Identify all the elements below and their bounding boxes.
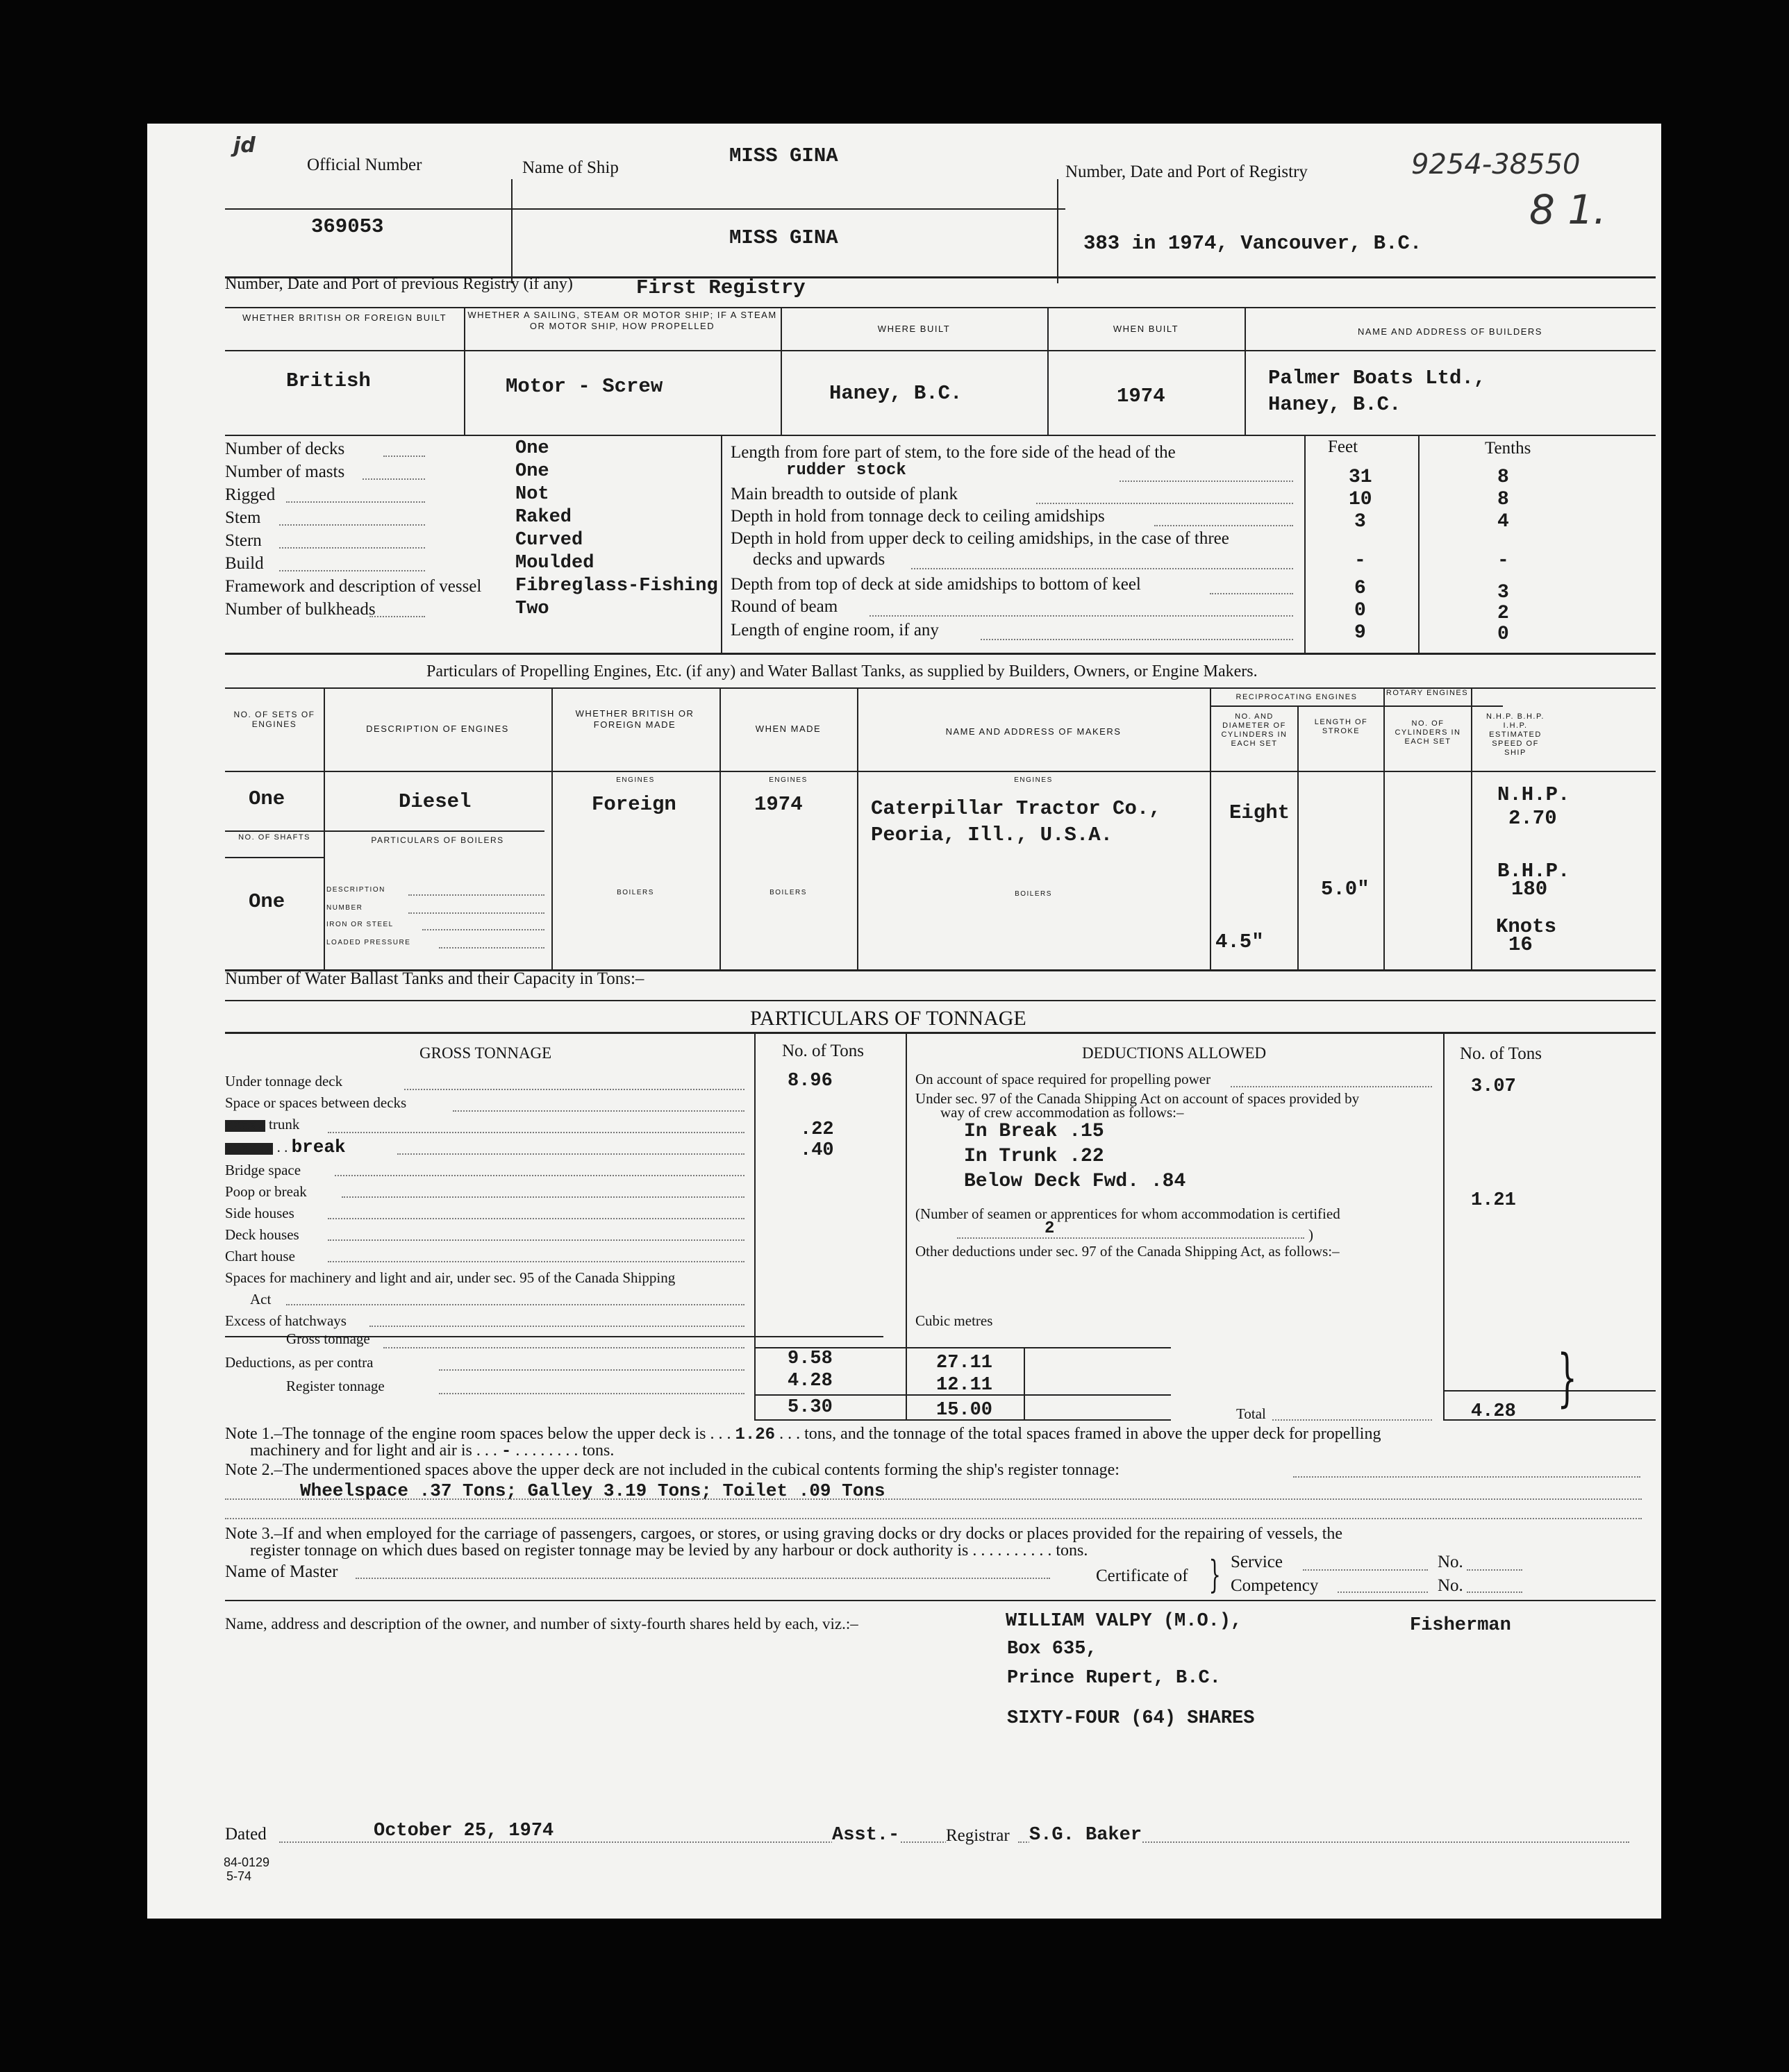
gross-item-label: Poop or break	[225, 1183, 307, 1200]
seamen-note: (Number of seamen or apprentices for whom accommodation is certified	[915, 1205, 1340, 1222]
rule	[225, 830, 544, 832]
dim-engine-room-label: Length of engine room, if any	[731, 621, 939, 640]
gross-item-label: Bridge space	[225, 1162, 301, 1178]
leader	[363, 478, 425, 480]
total-deductions: 4.28	[1471, 1401, 1516, 1422]
length-tenths: 8	[1497, 467, 1509, 488]
ballast-tanks-label: Number of Water Ballast Tanks and their Capacity in Tons:–	[225, 969, 644, 988]
rule	[1304, 435, 1306, 654]
cubic-metres-label: Cubic metres	[915, 1312, 993, 1329]
leader	[453, 1110, 744, 1112]
rule	[1443, 1390, 1656, 1392]
engines-sublabel: ENGINES	[616, 776, 655, 784]
breadth-feet: 10	[1349, 489, 1372, 510]
particular-label: Rigged	[225, 485, 276, 504]
deduction-tons-heading: No. of Tons	[1460, 1044, 1542, 1063]
deduction-propelling-label: On account of space required for propelling power	[915, 1071, 1211, 1087]
rule	[906, 1032, 907, 1421]
break-tons: .40	[800, 1140, 834, 1161]
leader	[369, 1326, 744, 1327]
leader	[1231, 1086, 1432, 1087]
engine-cylinder-diameter: 4.5"	[1215, 930, 1264, 953]
header-power: N.H.P. B.H.P. I.H.P. ESTIMATED SPEED OF SHIP	[1486, 712, 1545, 757]
particular-label: Number of decks	[225, 440, 345, 458]
boiler-material-label: IRON OR STEEL	[326, 921, 394, 928]
boiler-description-label: DESCRIPTION	[326, 886, 385, 894]
gross-tonnage-tons: 9.58	[788, 1348, 833, 1369]
propulsion-value: Motor - Screw	[506, 375, 663, 398]
crew-accommodation-list	[964, 1119, 1185, 1194]
service-number-label: No.	[1438, 1553, 1463, 1571]
header-rotary-cylinders: NO. OF CYLINDERS IN EACH SET	[1395, 719, 1461, 746]
leader	[328, 1239, 744, 1241]
leader	[383, 1347, 744, 1348]
leader	[356, 1578, 1050, 1579]
engine-room-feet: 9	[1354, 622, 1366, 644]
leader	[408, 894, 544, 896]
deduction-propelling-tons: 3.07	[1471, 1076, 1516, 1097]
header-when-built: WHEN BUILT	[1113, 324, 1179, 334]
boilers-sublabel: BOILERS	[617, 889, 654, 896]
header-reciprocating: RECIPROCATING ENGINES	[1235, 693, 1358, 701]
nhp-label: N.H.P.	[1497, 783, 1570, 806]
depth-tonnage-feet: 3	[1354, 511, 1366, 533]
rule	[225, 771, 1656, 772]
registrar-name: S.G. Baker	[1029, 1825, 1142, 1846]
engine-origin: Foreign	[592, 793, 676, 816]
tonnage-title: PARTICULARS OF TONNAGE	[750, 1007, 1026, 1030]
dim-length-label2: rudder stock	[786, 461, 906, 480]
certificate-label: Certificate of	[1096, 1566, 1188, 1585]
depth-keel-feet: 6	[1354, 578, 1366, 599]
particular-value: Curved	[515, 530, 583, 551]
owner-label: Name, address and description of the owner, and number of sixty-fourth shares held by each, viz.:–	[225, 1615, 858, 1632]
leader	[1272, 1419, 1432, 1421]
round-beam-tenths: 2	[1497, 603, 1509, 624]
header-british-made: WHETHER BRITISH OR FOREIGN MADE	[575, 708, 694, 730]
engine-when-made: 1974	[754, 793, 803, 816]
total-label: Total	[1236, 1405, 1266, 1422]
leader	[1120, 481, 1293, 482]
header-british-built: WHETHER BRITISH OR FOREIGN BUILT	[242, 312, 447, 323]
note2-spaces: Wheelspace .37 Tons; Galley 3.19 Tons; Toilet .09 Tons	[300, 1480, 885, 1501]
knots-value: 16	[1508, 933, 1533, 956]
rule	[754, 1032, 756, 1421]
dim-depth-upper-label: Depth in hold from upper deck to ceiling amidships, in the case of three	[731, 529, 1229, 548]
leader	[328, 1218, 744, 1219]
owner-address-line1: Box 635,	[1007, 1639, 1097, 1660]
bhp-label: B.H.P.	[1497, 860, 1570, 883]
port-of-registry: 383 in 1974, Vancouver, B.C.	[1083, 232, 1422, 255]
leader	[279, 524, 425, 526]
crew-item: In Trunk .22	[964, 1146, 1104, 1167]
engines-title: Particulars of Propelling Engines, Etc. (if any) and Water Ballast Tanks, as supplied by Builders, Owners, or Engine Makers.	[426, 662, 1258, 680]
where-built-value: Haney, B.C.	[829, 382, 963, 405]
knots-label: Knots	[1496, 915, 1557, 938]
owner-occupation: Fisherman	[1410, 1615, 1511, 1636]
leader	[1338, 1591, 1428, 1593]
rule	[225, 435, 1656, 436]
engines-sublabel: ENGINES	[1014, 776, 1053, 784]
leader	[279, 570, 425, 571]
rule	[1443, 1032, 1445, 1421]
clerk-initials: jd	[233, 133, 256, 158]
particular-label: Framework and description of vessel	[225, 577, 482, 596]
leader	[439, 1393, 744, 1394]
leader	[408, 912, 544, 914]
leader	[279, 547, 425, 549]
rule	[1297, 705, 1299, 969]
leader	[1036, 503, 1293, 504]
depth-keel-tenths: 3	[1497, 582, 1509, 603]
rule	[1024, 1347, 1025, 1419]
nhp-value: 2.70	[1508, 807, 1557, 830]
depth-upper-feet: -	[1354, 550, 1366, 571]
particular-value: Two	[515, 599, 549, 619]
official-number: 369053	[311, 215, 384, 238]
depth-upper-tenths: -	[1497, 550, 1509, 571]
other-deductions-label: Other deductions under sec. 97 of the Canada Shipping Act, as follows:–	[915, 1243, 1340, 1260]
leader	[286, 1304, 744, 1305]
gross-item-label: XXXXX trunk	[225, 1116, 300, 1133]
engine-room-tenths: 0	[1497, 624, 1509, 645]
engine-stroke: 5.0"	[1321, 878, 1370, 901]
gross-item-label: Space or spaces between decks	[225, 1094, 407, 1111]
dated-label: Dated	[225, 1825, 267, 1844]
particular-label: Number of bulkheads	[225, 600, 376, 619]
header-stroke: LENGTH OF STROKE	[1314, 718, 1368, 735]
brace: }	[1557, 1342, 1577, 1414]
breadth-tenths: 8	[1497, 489, 1509, 510]
engine-maker-name: Caterpillar Tractor Co.,	[871, 797, 1161, 820]
leader	[911, 568, 1293, 569]
rule	[1471, 687, 1472, 969]
leader	[957, 1237, 1304, 1239]
leader	[369, 616, 425, 617]
leader	[383, 456, 425, 457]
gross-tonnage-label: Gross tonnage	[286, 1330, 370, 1347]
leader	[404, 1089, 744, 1090]
dim-length-label: Length from fore part of stem, to the fore side of the head of the	[731, 443, 1176, 462]
length-feet: 31	[1349, 467, 1372, 488]
leader	[1293, 1476, 1640, 1478]
tenths-label: Tenths	[1485, 439, 1531, 458]
header-where-built: WHERE BUILT	[877, 324, 951, 334]
leader	[328, 1261, 744, 1262]
deductions-contra-label: Deductions, as per contra	[225, 1354, 374, 1371]
register-tonnage-cubic-metres: 15.00	[936, 1400, 993, 1421]
master-label: Name of Master	[225, 1562, 338, 1581]
header-propulsion: WHETHER A SAILING, STEAM OR MOTOR SHIP; IF A STEAM OR MOTOR SHIP, HOW PROPELLED	[467, 310, 777, 331]
leader	[342, 1196, 744, 1198]
deduction-crew-label: Under sec. 97 of the Canada Shipping Act on account of spaces provided by	[915, 1090, 1360, 1107]
tons-heading: No. of Tons	[782, 1042, 864, 1060]
ship-name-header: MISS GINA	[729, 144, 838, 167]
seamen-count: 2	[1045, 1219, 1055, 1238]
particular-label: Stem	[225, 508, 261, 527]
register-document	[147, 124, 1661, 1919]
leader	[1210, 593, 1293, 594]
gross-item-label: Under tonnage deck	[225, 1073, 343, 1089]
leader	[869, 615, 1293, 617]
form-date: 5-74	[226, 1869, 252, 1883]
engine-sets: One	[249, 787, 285, 810]
gross-item-label: Spaces for machinery and light and air, under sec. 95 of the Canada Shipping	[225, 1269, 676, 1286]
note1-continued: machinery and for light and air is . . . - . . . . . . . . tons.	[250, 1442, 615, 1461]
trunk-tons: .22	[800, 1119, 834, 1140]
builder-address: Haney, B.C.	[1268, 393, 1401, 416]
deductions-cubic-metres: 12.11	[936, 1375, 993, 1396]
rule	[225, 307, 1656, 308]
boilers-sublabel: BOILERS	[769, 889, 807, 896]
leader	[397, 1153, 744, 1155]
engine-cylinders: Eight	[1229, 801, 1290, 824]
rule	[721, 435, 722, 654]
bhp-value: 180	[1511, 878, 1548, 901]
header-shafts: NO. OF SHAFTS	[238, 833, 310, 842]
register-tonnage-tons: 5.30	[788, 1397, 833, 1418]
rule	[551, 687, 553, 969]
vessel-particulars-values	[515, 437, 718, 621]
particular-value: One	[515, 461, 549, 482]
dim-depth-keel-label: Depth from top of deck at side amidships to bottom of keel	[731, 575, 1141, 594]
rule	[1383, 687, 1385, 969]
file-reference: 9254-38550	[1411, 149, 1581, 181]
owner-name: WILLIAM VALPY (M.O.),	[1006, 1611, 1242, 1632]
particular-label: Number of masts	[225, 462, 345, 481]
ship-name-label: Name of Ship	[522, 158, 619, 177]
depth-tonnage-tenths: 4	[1497, 511, 1509, 533]
shafts-value: One	[249, 890, 285, 913]
leader	[328, 1132, 744, 1133]
leader	[225, 1498, 1642, 1500]
previous-registry-label: Number, Date and Port of previous Registry (if any)	[225, 275, 573, 293]
dated-value: October 25, 1974	[374, 1821, 554, 1841]
engine-maker-address: Peoria, Ill., U.S.A.	[871, 824, 1113, 846]
leader	[1154, 525, 1293, 526]
deductions-tons: 4.28	[788, 1371, 833, 1392]
gross-item-label: XXXXXX . . break	[225, 1137, 346, 1158]
rule	[225, 350, 1656, 351]
boiler-pressure-label: LOADED PRESSURE	[326, 939, 411, 946]
builder-name: Palmer Boats Ltd.,	[1268, 367, 1486, 390]
competency-number-label: No.	[1438, 1576, 1463, 1595]
gross-tonnage-heading: GROSS TONNAGE	[419, 1044, 552, 1062]
leader	[1467, 1591, 1522, 1593]
particular-value: Raked	[515, 507, 572, 528]
seamen-close-paren: )	[1308, 1226, 1313, 1243]
leader	[422, 929, 544, 930]
rule	[225, 1600, 1656, 1601]
register-tonnage-label: Register tonnage	[286, 1378, 385, 1394]
deduction-crew-tons: 1.21	[1471, 1190, 1516, 1211]
header-makers: NAME AND ADDRESS OF MAKERS	[945, 726, 1122, 737]
crew-item: Below Deck Fwd. .84	[964, 1171, 1186, 1192]
deductions-heading: DEDUCTIONS ALLOWED	[1082, 1044, 1267, 1062]
official-number-label: Official Number	[307, 156, 422, 174]
previous-registry: First Registry	[636, 276, 806, 299]
engines-sublabel: ENGINES	[769, 776, 808, 784]
rule	[1210, 687, 1211, 969]
particular-label: Build	[225, 554, 264, 573]
dim-depth-upper-label2: decks and upwards	[753, 550, 885, 569]
note3: Note 3.–If and when employed for the carriage of passengers, cargoes, or stores, or using graving docks or dry docks or places provided for the repairing of vessels, the	[225, 1525, 1343, 1543]
note3-continued: register tonnage on which dues based on register tonnage may be levied by any harbour or dock authority is . . . . . . . . . . tons.	[250, 1542, 1088, 1560]
ship-name: MISS GINA	[729, 226, 838, 249]
rule	[511, 179, 513, 283]
rule	[225, 857, 325, 858]
rule	[1057, 179, 1058, 283]
gross-tonnage-cubic-metres: 27.11	[936, 1353, 993, 1373]
header-sets: NO. OF SETS OF ENGINES	[233, 710, 315, 729]
rule	[225, 1032, 1656, 1034]
rule	[225, 1000, 1656, 1001]
rule	[1418, 435, 1420, 654]
header-rotary: ROTARY ENGINES	[1386, 689, 1469, 697]
leader	[439, 947, 544, 949]
particular-value: Fibreglass-Fishing	[515, 576, 718, 596]
leader	[439, 1369, 744, 1371]
under-tonnage-deck-tons: 8.96	[788, 1071, 833, 1092]
header-cylinders: NO. AND DIAMETER OF CYLINDERS IN EACH SET	[1221, 712, 1288, 748]
crew-item: In Break .15	[964, 1121, 1104, 1142]
leader	[286, 501, 425, 503]
rule	[225, 653, 1656, 655]
gross-item-label: Chart house	[225, 1248, 295, 1264]
header-when-made: WHEN MADE	[755, 724, 822, 734]
feet-label: Feet	[1328, 437, 1358, 456]
rule	[225, 208, 1065, 210]
deduction-crew-label2: way of crew accommodation as follows:–	[940, 1104, 1184, 1121]
particular-label: Stern	[225, 531, 262, 550]
rule	[1211, 705, 1503, 707]
gross-item-label: Act	[250, 1291, 272, 1307]
british-built-value: British	[286, 369, 371, 392]
engine-description: Diesel	[399, 790, 472, 813]
particular-value: Moulded	[515, 553, 594, 574]
particular-value: One	[515, 438, 549, 459]
boilers-sublabel: BOILERS	[1015, 890, 1052, 898]
gross-item-label: Deck houses	[225, 1226, 299, 1243]
note1: Note 1.–The tonnage of the engine room spaces below the upper deck is . . . 1.26 . . . tons, and the tonnage of the total spaces framed in above the upper deck for propelling	[225, 1425, 1381, 1444]
dim-breadth-label: Main breadth to outside of plank	[731, 485, 958, 503]
dim-round-beam-label: Round of beam	[731, 597, 838, 616]
owner-shares: SIXTY-FOUR (64) SHARES	[1007, 1708, 1255, 1729]
assistant-mark: Asst.-	[832, 1825, 900, 1846]
competency-label: Competency	[1231, 1576, 1319, 1595]
registry-label: Number, Date and Port of Registry	[1065, 162, 1308, 181]
handwritten-marks: 8 1.	[1529, 186, 1606, 233]
vessel-particulars-labels	[225, 437, 481, 621]
service-label: Service	[1231, 1553, 1283, 1571]
header-description: DESCRIPTION OF ENGINES	[366, 724, 509, 734]
registrar-label: Registrar	[946, 1826, 1010, 1845]
when-built-value: 1974	[1117, 385, 1165, 408]
particular-value: Not	[515, 484, 549, 505]
certificate-brace: }	[1208, 1553, 1221, 1596]
boiler-number-label: NUMBER	[326, 904, 363, 912]
gross-item-label: Side houses	[225, 1205, 294, 1221]
leader	[335, 1175, 744, 1176]
leader	[225, 1518, 1642, 1519]
leader	[1467, 1569, 1522, 1571]
header-builders: NAME AND ADDRESS OF BUILDERS	[1358, 326, 1542, 337]
form-number: 84-0129	[224, 1855, 270, 1869]
gross-item-label: Excess of hatchways	[225, 1312, 347, 1329]
round-beam-feet: 0	[1354, 600, 1366, 621]
owner-address-line2: Prince Rupert, B.C.	[1007, 1668, 1221, 1689]
header-boilers: PARTICULARS OF BOILERS	[371, 835, 504, 845]
note2: Note 2.–The undermentioned spaces above the upper deck are not included in the cubical contents forming the ship's register tonnage:	[225, 1461, 1120, 1479]
leader	[981, 639, 1293, 640]
dim-depth-tonnage-label: Depth in hold from tonnage deck to ceiling amidships	[731, 507, 1105, 526]
leader	[1303, 1569, 1428, 1571]
